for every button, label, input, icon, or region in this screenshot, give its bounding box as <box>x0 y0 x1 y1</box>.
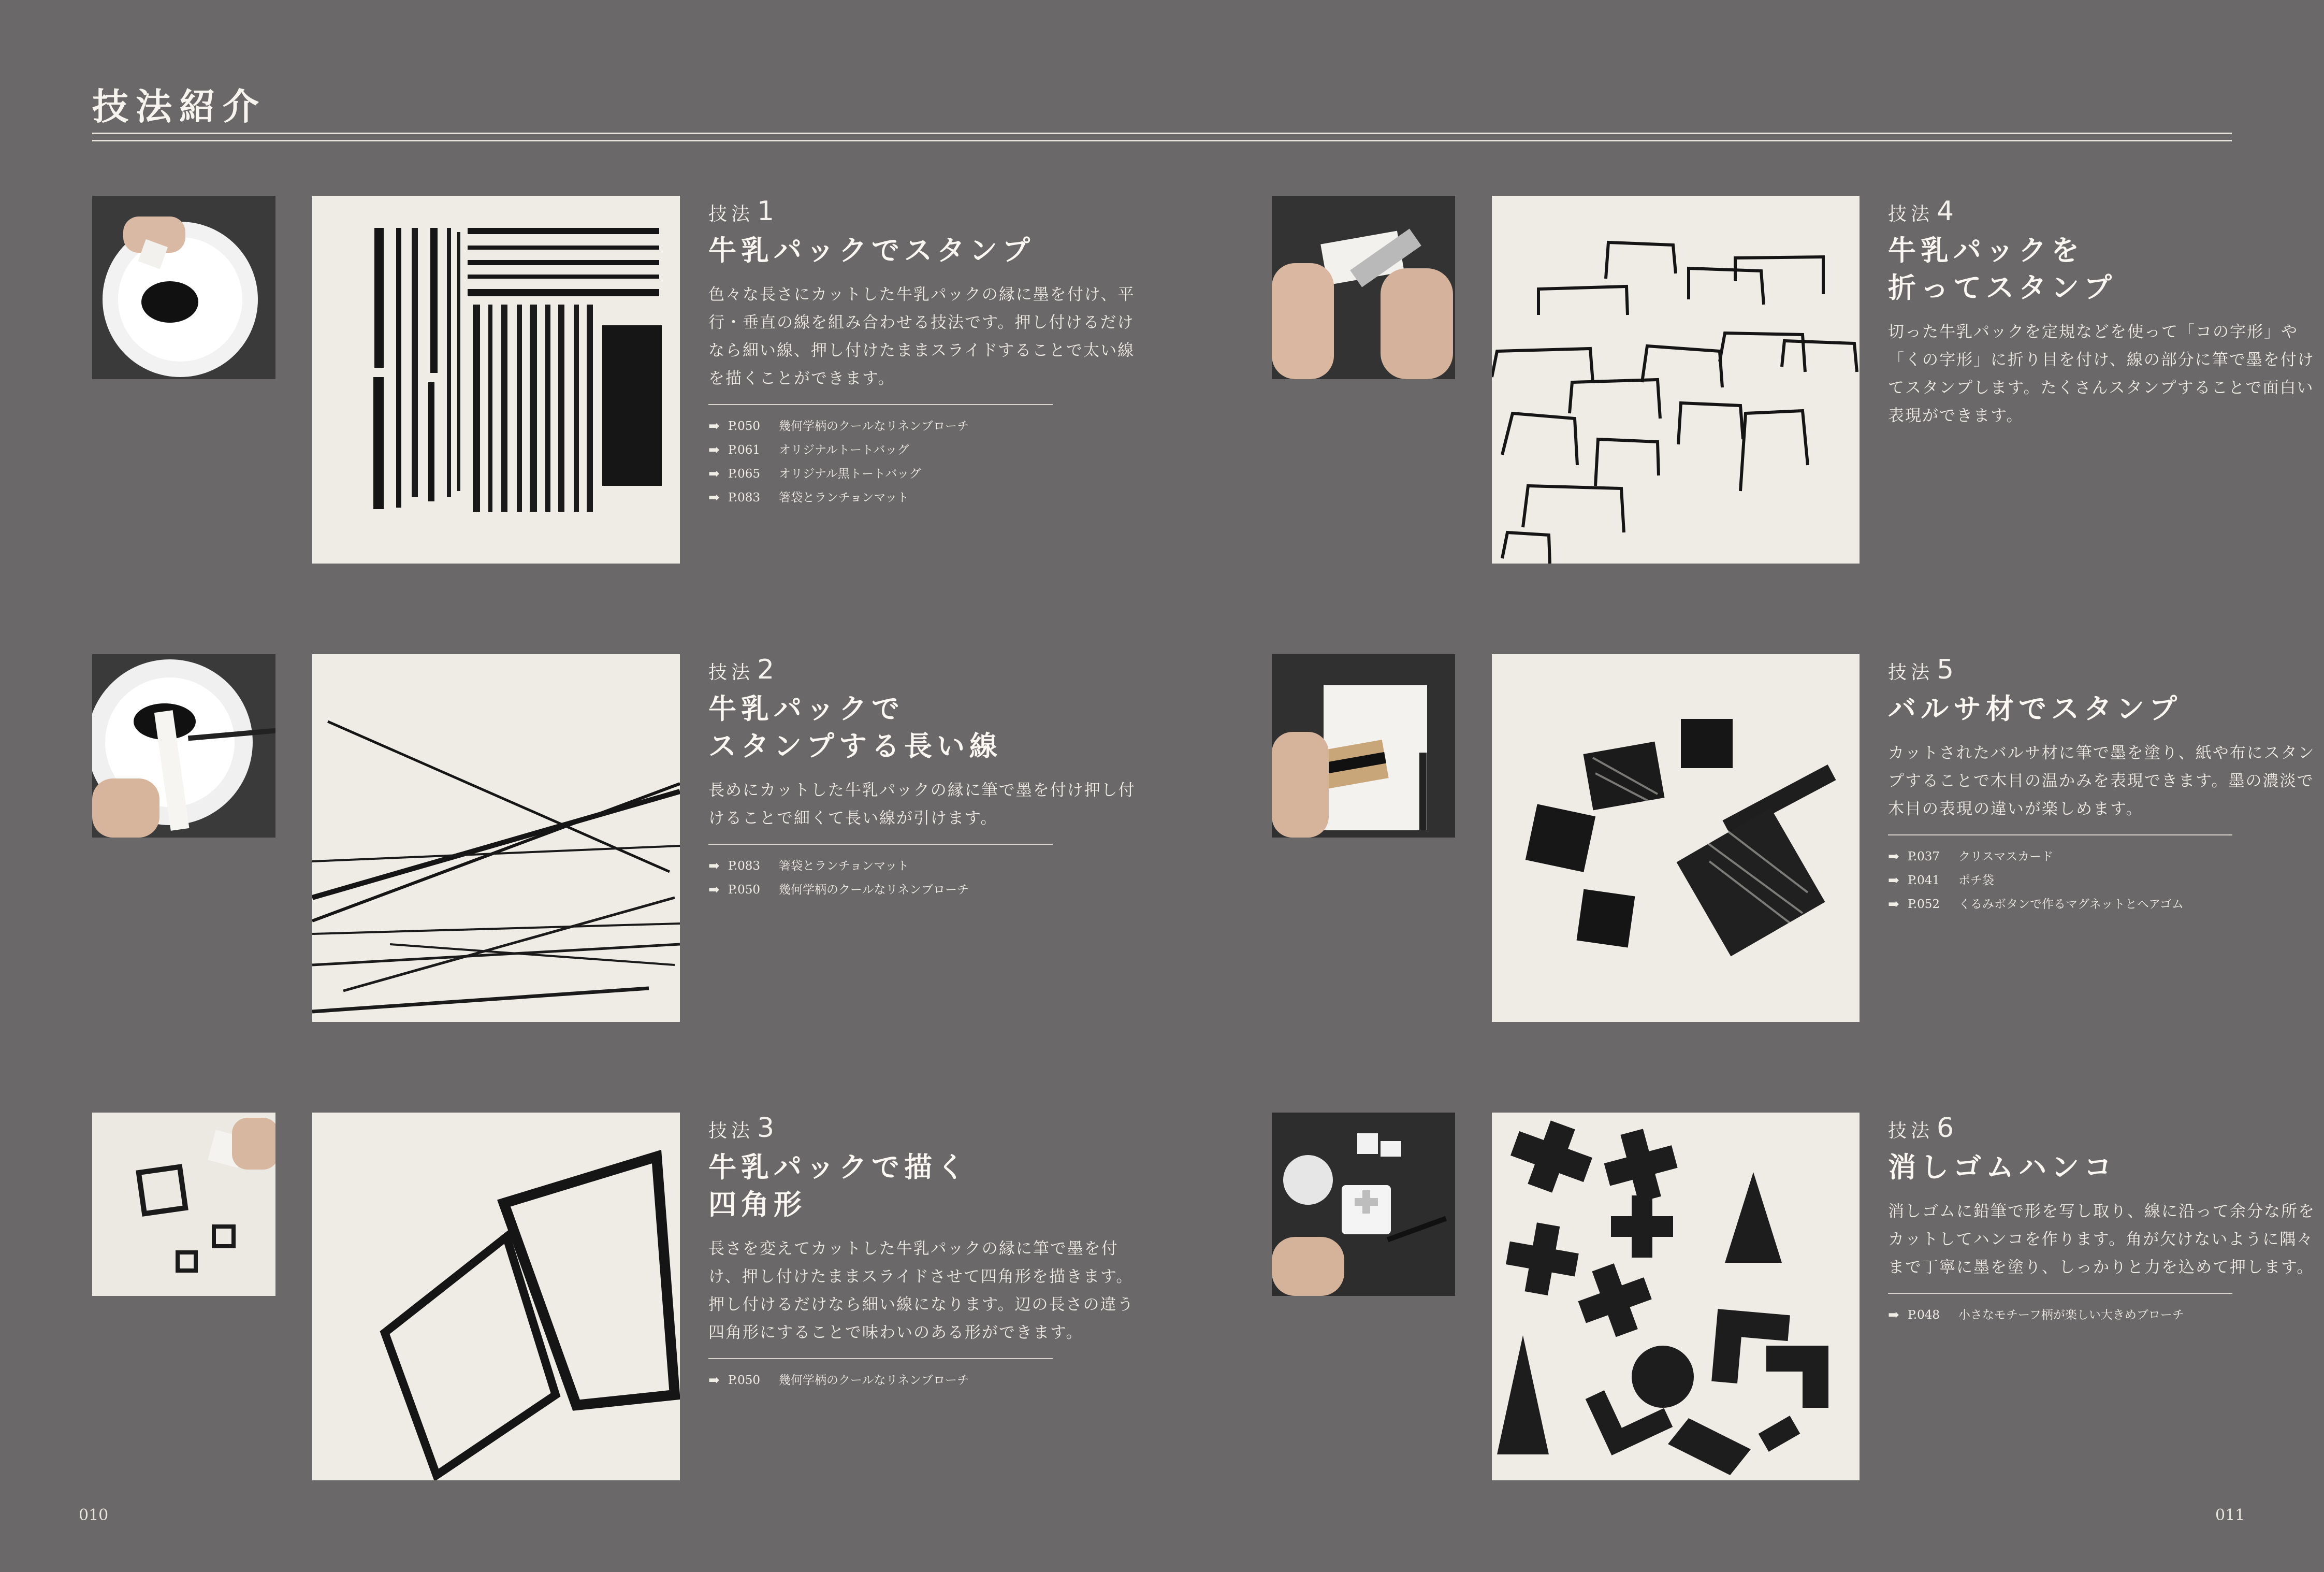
technique-number: 3 <box>757 1113 775 1144</box>
technique-heading: 牛乳パックでスタンプ <box>708 234 1035 267</box>
divider <box>708 844 1053 845</box>
page-number-right: 011 <box>2215 1506 2245 1524</box>
technique-heading: 消しゴムハンコ <box>1888 1151 2116 1184</box>
arrow-right-icon: ➡ <box>708 882 720 898</box>
technique-1-sample-image <box>312 196 680 564</box>
arrow-right-icon: ➡ <box>708 466 720 482</box>
arrow-right-icon: ➡ <box>1888 897 1899 912</box>
divider <box>708 1358 1053 1359</box>
technique-heading: 牛乳パックで スタンプする長い線 <box>708 693 1002 762</box>
divider <box>1888 1293 2232 1294</box>
divider <box>1888 834 2232 835</box>
title-rule-bottom <box>92 140 2232 141</box>
arrow-right-icon: ➡ <box>708 858 720 874</box>
technique-description: 長さを変えてカットした牛乳パックの縁に筆で墨を付け、押し付けたままスライドさせて四角形を描きます。押し付けるだけなら細い線になります。辺の長さの違う四角形にすることで味わいのある形ができます。 <box>708 1239 1135 1342</box>
technique-number: 1 <box>757 196 775 227</box>
technique-description: 消しゴムに鉛筆で形を写し取り、線に沿って余分な所をカットしてハンコを作ります。角が欠けないように隅々まで丁寧に墨を塗り、しっかりと力を込めて押します。 <box>1888 1202 2315 1277</box>
reference-item: ➡ P.050 幾何学柄のクールなリネンブローチ <box>708 878 1146 902</box>
arrow-right-icon: ➡ <box>708 1373 720 1388</box>
technique-4-sample-image <box>1492 196 1860 564</box>
technique-number: 5 <box>1937 654 1954 685</box>
technique-3-sample-image <box>312 1113 680 1480</box>
reference-item: ➡ P.083 箸袋とランチョンマット <box>708 854 1146 878</box>
technique-section-3 <box>92 1113 1135 1486</box>
technique-heading: 牛乳パックで描く 四角形 <box>708 1151 969 1221</box>
technique-number: 2 <box>757 654 775 685</box>
technique-label: 技法 1 <box>708 196 775 227</box>
technique-heading: バルサ材でスタンプ <box>1888 693 2182 725</box>
title-rule-top <box>92 133 2232 134</box>
technique-description: 長めにカットした牛乳パックの縁に筆で墨を付け押し付けることで細くて長い線が引けます。 <box>708 781 1136 828</box>
technique-section-2 <box>92 654 1136 1027</box>
technique-5-sample-image <box>1492 654 1860 1022</box>
reference-item: ➡ P.037 クリスマスカード <box>1888 845 2324 869</box>
technique-2-process-photo <box>92 654 275 838</box>
reference-item: ➡ P.052 くるみボタンで作るマグネットとヘアゴム <box>1888 892 2324 916</box>
reference-item: ➡ P.041 ポチ袋 <box>1888 869 2324 892</box>
reference-list <box>1888 845 2324 916</box>
arrow-right-icon: ➡ <box>1888 1307 1899 1323</box>
technique-label: 技法 5 <box>1888 654 1954 685</box>
technique-section-6 <box>1272 1113 2315 1486</box>
page-title: 技法紹介 <box>92 85 266 128</box>
arrow-right-icon: ➡ <box>708 442 720 458</box>
technique-section-4 <box>1272 196 2315 569</box>
arrow-right-icon: ➡ <box>1888 873 1899 888</box>
technique-3-process-photo <box>92 1113 275 1296</box>
technique-description: 色々な長さにカットした牛乳パックの縁に墨を付け、平行・垂直の線を組み合わせる技法です。押し付けるだけなら細い線、押し付けたままスライドすることで太い線を描くことができます。 <box>708 285 1135 388</box>
reference-item: ➡ P.050 幾何学柄のクールなリネンブローチ <box>708 1368 1146 1392</box>
reference-item: ➡ P.061 オリジナルトートバッグ <box>708 438 1146 462</box>
technique-6-sample-image <box>1492 1113 1860 1480</box>
technique-4-process-photo <box>1272 196 1455 379</box>
technique-number: 6 <box>1937 1113 1954 1144</box>
divider <box>708 404 1053 405</box>
arrow-right-icon: ➡ <box>1888 849 1899 864</box>
technique-label: 技法 6 <box>1888 1113 1954 1144</box>
reference-item: ➡ P.065 オリジナル黒トートバッグ <box>708 462 1146 486</box>
reference-list <box>1888 1303 2324 1327</box>
reference-list <box>708 854 1146 902</box>
technique-description: 切った牛乳パックを定規などを使って「コの字形」や「くの字形」に折り目を付け、線の部分に筆で墨を付けてスタンプします。たくさんスタンプすることで面白い表現ができます。 <box>1888 323 2315 425</box>
technique-section-1 <box>92 196 1135 569</box>
technique-description: カットされたバルサ材に筆で墨を塗り、紙や布にスタンプすることで木目の温かみを表現できます。墨の濃淡で木目の表現の違いが楽しめます。 <box>1888 744 2315 818</box>
technique-label: 技法 2 <box>708 654 775 685</box>
reference-item: ➡ P.050 幾何学柄のクールなリネンブローチ <box>708 414 1146 438</box>
arrow-right-icon: ➡ <box>708 419 720 434</box>
technique-1-process-photo <box>92 196 275 379</box>
technique-5-process-photo <box>1272 654 1455 838</box>
technique-6-process-photo <box>1272 1113 1455 1296</box>
reference-list <box>708 1368 1146 1392</box>
technique-2-sample-image <box>312 654 680 1022</box>
technique-label: 技法 3 <box>708 1113 775 1144</box>
reference-item: ➡ P.083 箸袋とランチョンマット <box>708 486 1146 510</box>
page-number-left: 010 <box>79 1506 109 1524</box>
technique-section-5 <box>1272 654 2315 1027</box>
technique-heading: 牛乳パックを 折ってスタンプ <box>1888 234 2116 304</box>
arrow-right-icon: ➡ <box>708 490 720 506</box>
reference-item: ➡ P.048 小さなモチーフ柄が楽しい大きめブローチ <box>1888 1303 2324 1327</box>
reference-list <box>708 414 1146 510</box>
technique-label: 技法 4 <box>1888 196 1954 227</box>
technique-number: 4 <box>1937 196 1954 227</box>
